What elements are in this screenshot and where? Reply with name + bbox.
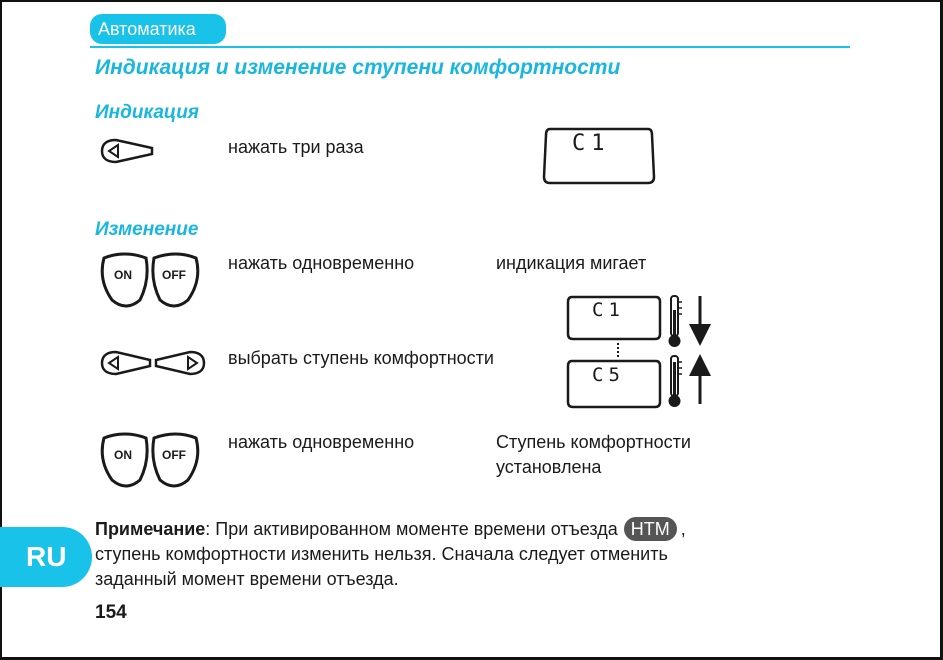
change-step3-result-line1: Ступень комфортности: [496, 432, 691, 452]
indication-step-text: нажать три раза: [228, 137, 364, 157]
display-c5-small-text: C5: [592, 364, 625, 386]
note-line2: ступень комфортности изменить нельзя. Сначала следует отменить: [95, 544, 668, 564]
page-title: Индикация и изменение ступени комфортности: [95, 56, 621, 79]
note-block: [95, 517, 855, 592]
display-c1-small-text: C1: [592, 299, 625, 321]
note-label: Примечание: [95, 519, 206, 539]
change-step3-text: нажать одновременно: [228, 432, 415, 452]
note-text-part2: ,: [680, 519, 686, 539]
on-label-2: ON: [114, 448, 132, 462]
arrow-up-icon: [686, 352, 714, 406]
on-off-buttons-icon-1: [96, 250, 206, 312]
section-tag: Автоматика: [90, 14, 226, 44]
change-step2-text: выбрать ступень комфортности: [228, 348, 494, 368]
off-label-1: OFF: [162, 268, 186, 282]
page-border-top: [0, 0, 943, 2]
left-right-arrow-keys-icon: [98, 348, 208, 378]
page-number: 154: [95, 602, 127, 623]
change-step1-result: индикация мигает: [496, 253, 647, 273]
indication-heading: Индикация: [95, 102, 199, 123]
on-label-1: ON: [114, 268, 132, 282]
on-off-buttons-icon-2: [96, 430, 206, 492]
left-arrow-key-icon: [98, 136, 156, 166]
language-tab: RU: [0, 527, 92, 587]
htm-badge: HTM: [624, 517, 677, 541]
display-connector: [617, 343, 619, 357]
off-label-2: OFF: [162, 448, 186, 462]
note-text-part1: : При активированном моменте времени отъезда: [205, 519, 618, 539]
note-line3: заданный момент времени отъезда.: [95, 569, 399, 589]
change-heading: Изменение: [95, 219, 199, 240]
change-step1-text: нажать одновременно: [228, 253, 415, 273]
change-step3-result-line2: установлена: [496, 457, 602, 477]
arrow-down-icon: [686, 294, 714, 348]
thermometer-icon-bottom: [664, 354, 684, 410]
display-c1-text: C1: [572, 131, 611, 156]
thermometer-icon-top: [664, 294, 684, 350]
header-rule: [90, 46, 850, 48]
